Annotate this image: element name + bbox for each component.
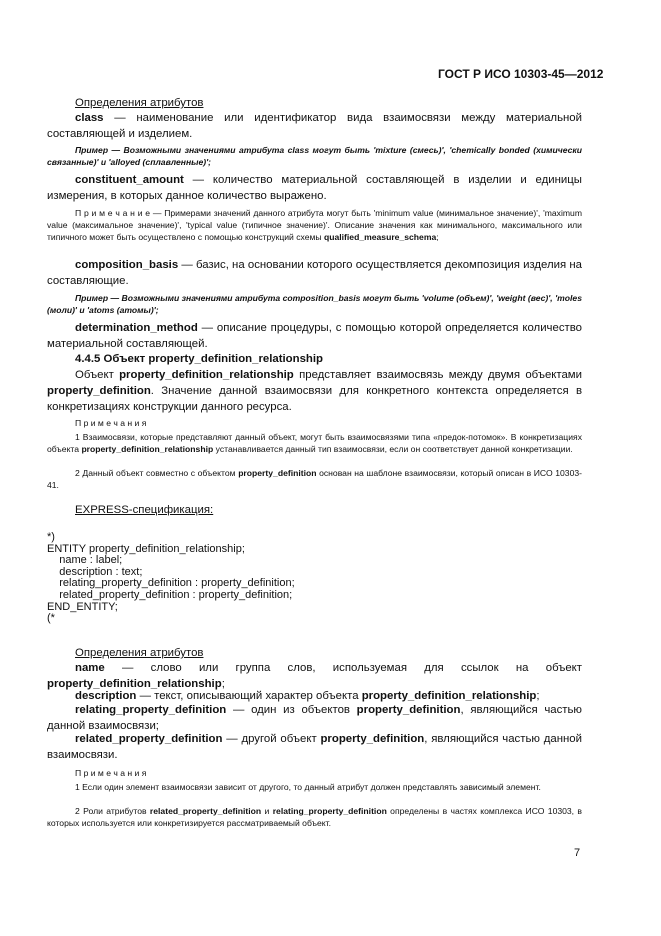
note-text: П р и м е ч а н и е — Примерами значений данного атрибута могут быть 'minimum value (минимальное значение)', 'maximum value (максимальное значение)', 'typical value (типичное значение)'. Описание значения как минимального, максимального или типичного может быть осуществлено с помощью конструкций схемы xyxy=(47,208,582,242)
attribute-description-end: , являющийся частью данной взаимосвязи. xyxy=(47,733,583,761)
attribute-description: — текст, описывающий характер объекта xyxy=(136,690,362,702)
entity-reference: relating_property_definition xyxy=(272,806,387,816)
attribute-description: — количество материальной составляющей в изделии и единицы измерения, в которых данное количество выражено. xyxy=(47,174,582,202)
note-text: 2 Данный объект совместно с объектом xyxy=(75,468,239,478)
attribute-term: name xyxy=(75,662,105,674)
attribute-description-end: ; xyxy=(221,678,225,690)
express-code-block: *) ENTITY property_definition_relationship; name : label; description : text; relating_property_definition : property_definition; related_property_definition : property_definition; END_ENTITY; (* xyxy=(47,531,295,625)
note-2-1: 1 Если один элемент взаимосвязи зависит от другого, то данный атрибут должен представлять зависимый элемент. xyxy=(75,782,541,792)
attribute-definitions-heading-2: Определения атрибутов xyxy=(75,647,204,659)
entity-reference: related_property_definition xyxy=(149,806,262,816)
attribute-description: — наименование или идентификатор вида взаимосвязи между материальной составляющей и изделием. xyxy=(47,112,582,140)
section-paragraph xyxy=(47,367,582,415)
attribute-constituent-amount-definition xyxy=(47,172,582,204)
entity-reference: property_definition xyxy=(238,468,317,478)
note-2-2 xyxy=(47,805,582,829)
attribute-description: — описание процедуры, с помощью которой определяется количество материальной составляющей. xyxy=(47,322,582,350)
attribute-related-definition xyxy=(47,731,582,763)
attribute-term: constituent_amount xyxy=(75,174,184,186)
entity-reference: property_definition_relationship xyxy=(361,690,537,702)
notes-heading: П р и м е ч а н и я xyxy=(75,418,147,428)
attribute-description: — базис, на основании которого осуществляется декомпозиция изделия на составляющие. xyxy=(47,259,582,287)
attribute-description: — один из объектов xyxy=(226,704,357,716)
note-text: основан на шаблоне взаимосвязи, который описан в ИСО 10303-41. xyxy=(47,468,582,490)
note-text-end: ; xyxy=(436,232,439,242)
attribute-description: — другой объект xyxy=(222,733,321,745)
attribute-relating-definition xyxy=(47,702,582,734)
attribute-determination-method-definition xyxy=(47,320,582,352)
attribute-term: relating_property_definition xyxy=(75,704,227,716)
attribute-description: — слово или группа слов, используемая для ссылок на объект xyxy=(104,662,582,674)
notes-heading-2: П р и м е ч а н и я xyxy=(75,768,147,778)
entity-reference: property_definition_relationship xyxy=(81,444,214,454)
note-text: и xyxy=(261,806,273,816)
schema-reference: qualified_measure_schema xyxy=(324,232,437,242)
express-specification-heading: EXPRESS-спецификация: xyxy=(75,504,214,516)
entity-reference: property_definition_relationship xyxy=(119,369,294,381)
attribute-term: description xyxy=(75,690,137,702)
attribute-class-definition xyxy=(47,110,582,142)
entity-reference: property_definition xyxy=(356,704,461,716)
example-class-values: Пример — Возможными значениями атрибута class могут быть 'mixture (смесь)', 'chemically bonded (химически связанные)' и 'alloyed (сплавленные)'; xyxy=(47,145,582,167)
attribute-term: determination_method xyxy=(75,322,198,334)
note-text: устанавливается данный тип взаимосвязи, если он соответствует данной конкретизации. xyxy=(213,444,573,454)
attribute-description-end: , являющийся частью данной взаимосвязи; xyxy=(47,704,582,732)
example-composition-basis-values: Пример — Возможными значениями атрибута composition_basis могут быть 'volume (объем)', 'weight (вес)', 'moles (моли)' и 'atoms (атомы)'; xyxy=(47,293,582,315)
paragraph-text: . Значение данной взаимосвязи для конкретного контекста определяется в конкретизациях конструкции данного ресурса. xyxy=(47,385,582,413)
note-2 xyxy=(47,467,582,491)
document-id-header: ГОСТ Р ИСО 10303-45—2012 xyxy=(438,67,604,81)
note-constituent-amount xyxy=(47,207,582,243)
attribute-term: composition_basis xyxy=(75,259,179,271)
attribute-term: class xyxy=(75,112,104,124)
note-text: определены в частях комплекса ИСО 10303, в которых используется или конкретизируется рассматриваемый объект. xyxy=(47,806,582,828)
attribute-description-end: ; xyxy=(536,690,540,702)
section-title: Объект property_definition_relationship xyxy=(100,353,324,365)
attribute-composition-basis-definition xyxy=(47,257,582,289)
entity-reference: property_definition xyxy=(47,385,151,397)
paragraph-text: Объект xyxy=(75,369,120,381)
note-1 xyxy=(47,431,582,455)
section-heading xyxy=(47,351,582,367)
section-number: 4.4.5 xyxy=(75,353,101,365)
attribute-definitions-heading: Определения атрибутов xyxy=(75,97,204,109)
note-text: 2 Роли атрибутов xyxy=(75,806,150,816)
entity-reference: property_definition xyxy=(320,733,425,745)
page-number: 7 xyxy=(574,847,581,859)
paragraph-text: представляет взаимосвязь между двумя объектами xyxy=(293,369,583,381)
attribute-term: related_property_definition xyxy=(75,733,223,745)
note-text: 1 Взаимосвязи, которые представляют данный объект, могут быть взаимосвязями типа «предок-потомок». В конкретизациях объекта xyxy=(47,432,582,454)
entity-reference: property_definition_relationship xyxy=(47,678,222,690)
